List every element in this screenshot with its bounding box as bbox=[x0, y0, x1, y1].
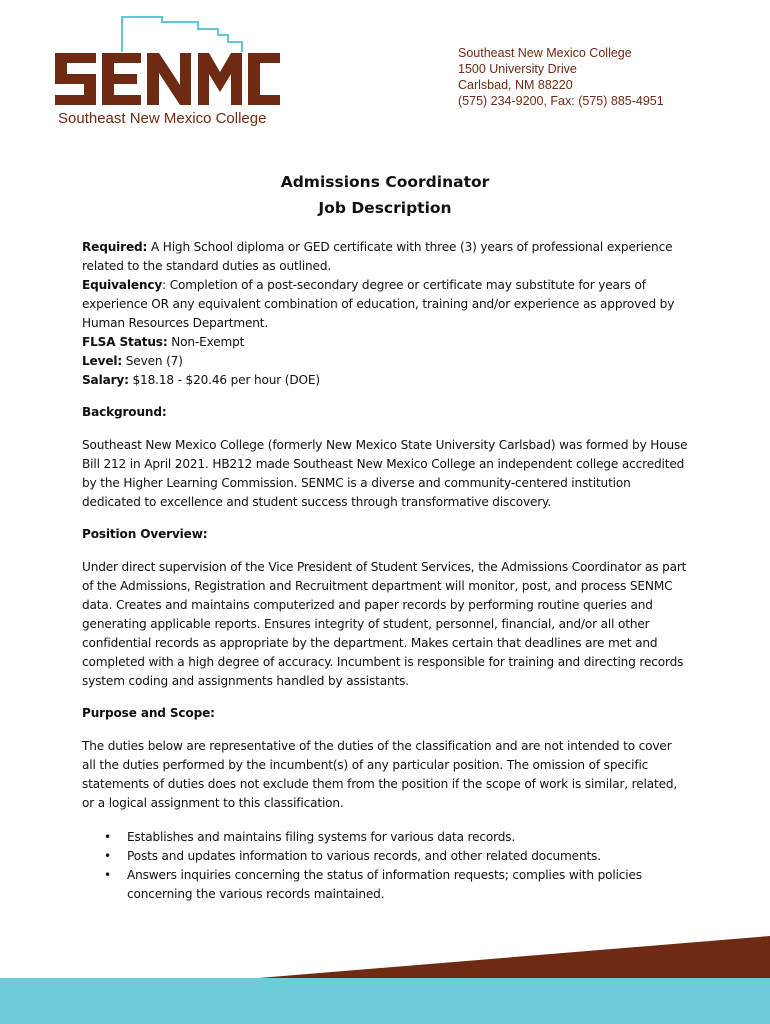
background-heading: Background: bbox=[82, 405, 167, 419]
address-name: Southeast New Mexico College bbox=[458, 46, 632, 60]
scope-heading: Purpose and Scope: bbox=[82, 706, 215, 720]
footer-banner bbox=[0, 936, 770, 1024]
duty-item bbox=[82, 828, 688, 847]
scope-text: The duties below are representative of the duties of the classification and are not intended to cover all the duties performed by the incumbent(s) of any particular position. The omission of specific statements of duties does not exclude them from the position if the scope of work is similar, related, or a logical assignment to this classification. bbox=[82, 739, 678, 810]
bullet-icon: • bbox=[104, 849, 111, 863]
document-subtitle: Job Description bbox=[318, 199, 452, 217]
equivalency-text: : Completion of a post-secondary degree or certificate may substitute for years of experience OR any equivalent combination of education, training and/or experience as approved by Human Resources Department. bbox=[82, 278, 675, 330]
salary-value: $18.18 - $20.46 per hour (DOE) bbox=[132, 373, 320, 387]
duty-item bbox=[82, 866, 688, 904]
duties-list bbox=[82, 828, 688, 904]
required-paragraph bbox=[82, 238, 688, 276]
required-text: A High School diploma or GED certificate with three (3) years of professional experience related to the standard duties as outlined. bbox=[82, 240, 673, 273]
equivalency-paragraph bbox=[82, 276, 688, 333]
level-line bbox=[82, 352, 688, 371]
duty-item bbox=[82, 847, 688, 866]
senmc-logo bbox=[50, 12, 280, 132]
equivalency-label: Equivalency bbox=[82, 278, 163, 292]
address-city: Carlsbad, NM 88220 bbox=[458, 78, 573, 92]
level-value: Seven (7) bbox=[125, 354, 183, 368]
footer-brown-swoosh bbox=[210, 936, 770, 982]
duty-text: Posts and updates information to various records, and other related documents. bbox=[127, 849, 601, 863]
salary-line bbox=[82, 371, 688, 390]
background-text: Southeast New Mexico College (formerly New Mexico State University Carlsbad) was formed by House Bill 212 in April 2021. HB212 made Southeast New Mexico College an independent college accredited by the Higher Learning Commission. SENMC is a diverse and community-centered institution dedicated to excellence and student success through transformative discovery. bbox=[82, 438, 688, 509]
document-title: Admissions Coordinator bbox=[280, 173, 490, 191]
overview-heading: Position Overview: bbox=[82, 527, 208, 541]
required-label: Required: bbox=[82, 240, 148, 254]
document-body bbox=[82, 238, 688, 904]
college-address bbox=[458, 45, 664, 109]
flsa-value: Non-Exempt bbox=[171, 335, 245, 349]
logo-skyline-outline bbox=[122, 17, 242, 52]
bullet-icon: • bbox=[104, 830, 111, 844]
address-phone: (575) 234-9200, Fax: (575) 885-4951 bbox=[458, 94, 664, 108]
duty-text: Establishes and maintains filing systems for various data records. bbox=[127, 830, 516, 844]
footer-cyan-band bbox=[0, 978, 770, 1024]
duty-text: Answers inquiries concerning the status of information requests; complies with policies concerning the various records maintained. bbox=[127, 868, 642, 901]
flsa-label: FLSA Status: bbox=[82, 335, 168, 349]
bullet-icon: • bbox=[104, 868, 111, 882]
salary-label: Salary: bbox=[82, 373, 129, 387]
flsa-line bbox=[82, 333, 688, 352]
logo-wordmark bbox=[55, 53, 280, 105]
level-label: Level: bbox=[82, 354, 123, 368]
logo-tagline: Southeast New Mexico College bbox=[58, 110, 267, 127]
overview-text: Under direct supervision of the Vice President of Student Services, the Admissions Coordinator as part of the Admissions, Registration and Recruitment department will monitor, post, and process SENMC data. Creates and maintains computerized and paper records by performing routine queries and generating applicable reports. Ensures integrity of student, personnel, financial, and/or all other confidential records as appropriate by the department. Makes certain that deadlines are met and completed with a high degree of accuracy. Incumbent is responsible for training and directing records system coding and assignments handled by assistants. bbox=[82, 560, 687, 688]
address-street: 1500 University Drive bbox=[458, 62, 577, 76]
